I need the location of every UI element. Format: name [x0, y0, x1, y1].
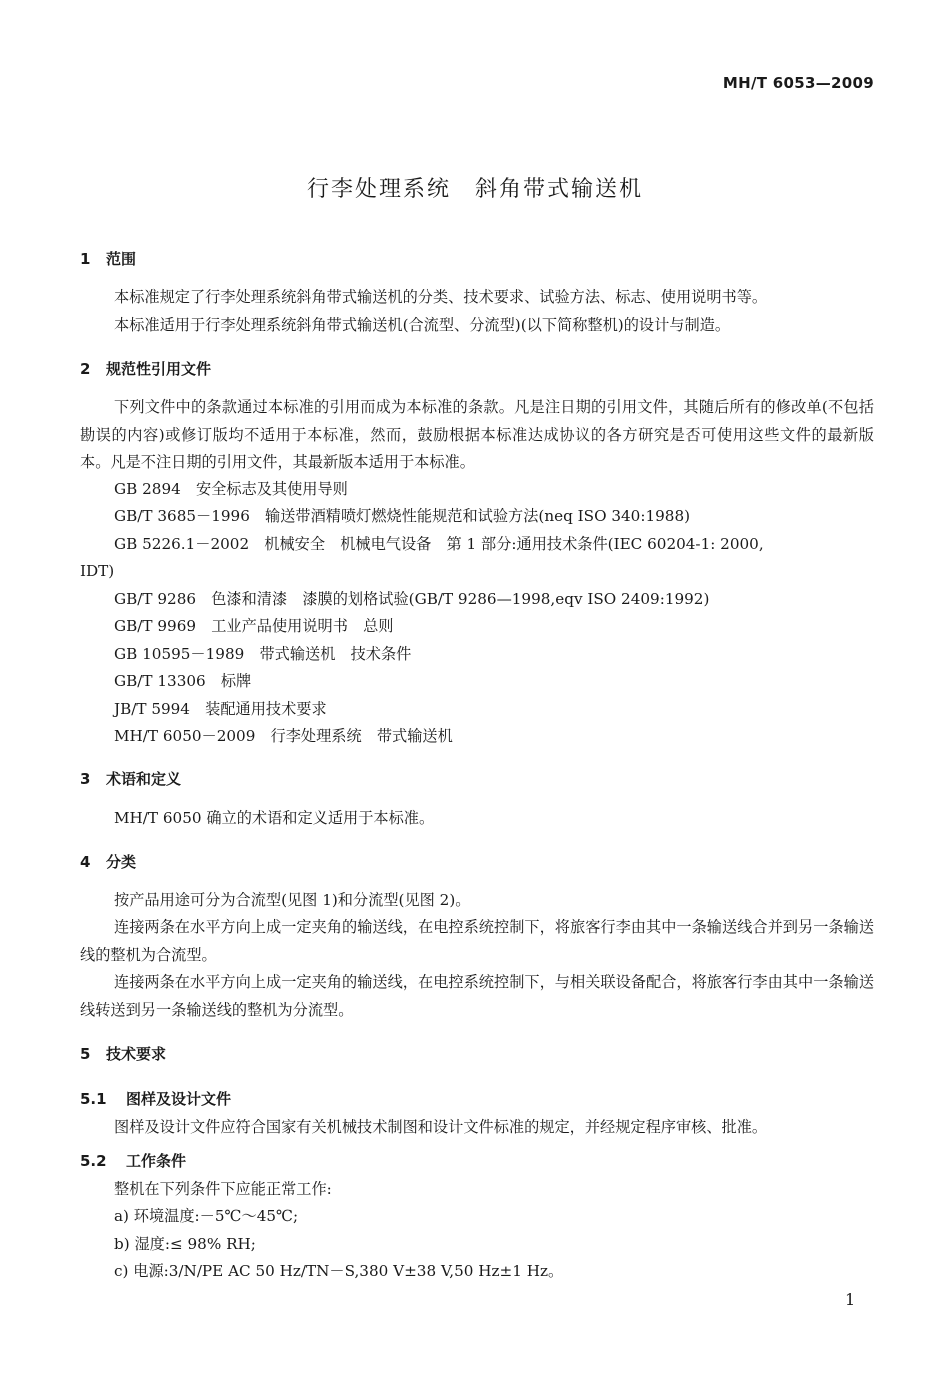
section-title: 范围 — [106, 250, 137, 268]
page-number: 1 — [845, 1290, 856, 1309]
paragraph: 连接两条在水平方向上成一定夹角的输送线，在电控系统控制下，将旅客行李由其中一条输送线合并到另一条输送线的整机为合流型。 — [80, 918, 874, 964]
paragraph: MH/T 6050 确立的术语和定义适用于本标准。 — [114, 809, 435, 827]
section-title: 规范性引用文件 — [106, 360, 212, 378]
list-item: a) 环境温度:－5℃～45℃; — [114, 1207, 299, 1225]
section-3-heading — [80, 768, 181, 789]
reference-item: MH/T 6050－2009 行李处理系统 带式输送机 — [114, 727, 453, 745]
section-number: 2 — [80, 360, 91, 378]
reference-item: JB/T 5994 装配通用技术要求 — [114, 700, 327, 718]
section-number: 4 — [80, 853, 91, 871]
subsection-5-2-heading — [80, 1150, 186, 1171]
reference-item: GB/T 3685－1996 输送带酒精喷灯燃烧性能规范和试验方法(neq ISO 340:1988) — [114, 507, 691, 525]
paragraph: 图样及设计文件应符合国家有关机械技术制图和设计文件标准的规定，并经规定程序审核、批准。 — [114, 1118, 768, 1136]
section-title: 技术要求 — [106, 1045, 167, 1063]
section-number: 3 — [80, 770, 91, 788]
section-4-heading — [80, 851, 136, 872]
section-number: 5 — [80, 1045, 91, 1063]
reference-item: GB 10595－1989 带式输送机 技术条件 — [114, 645, 412, 663]
list-item: c) 电源:3/N/PE AC 50 Hz/TN－S,380 V±38 V,50 Hz±1 Hz。 — [114, 1262, 564, 1280]
paragraph: 本标准规定了行李处理系统斜角带式输送机的分类、技术要求、试验方法、标志、使用说明书等。 — [114, 288, 768, 306]
section-1-heading — [80, 248, 136, 269]
list-item: b) 湿度:≤ 98% RH; — [114, 1235, 256, 1253]
reference-item: GB/T 9969 工业产品使用说明书 总则 — [114, 617, 394, 635]
paragraph: 整机在下列条件下应能正常工作: — [114, 1180, 332, 1198]
subsection-number: 5.1 — [80, 1090, 107, 1108]
reference-item: GB/T 9286 色漆和清漆 漆膜的划格试验(GB/T 9286—1998,eqv ISO 2409:1992) — [114, 590, 710, 608]
reference-item: GB 2894 安全标志及其使用导则 — [114, 480, 348, 498]
paragraph: 下列文件中的条款通过本标准的引用而成为本标准的条款。凡是注日期的引用文件，其随后所有的修改单(不包括勘误的内容)或修订版均不适用于本标准，然而，鼓励根据本标准达成协议的各方研究是否可使用这些文件的最新版本。凡是不注日期的引用文件，其最新版本适用于本标准。 — [80, 398, 874, 471]
section-title: 术语和定义 — [106, 770, 182, 788]
subsection-5-1-heading — [80, 1088, 231, 1109]
document-title: 行李处理系统 斜角带式输送机 — [306, 177, 643, 202]
reference-item: GB/T 13306 标牌 — [114, 672, 252, 690]
subsection-title: 图样及设计文件 — [126, 1090, 232, 1108]
paragraph: 连接两条在水平方向上成一定夹角的输送线，在电控系统控制下，与相关联设备配合，将旅客行李由其中一条输送线转送到另一条输送线的整机为分流型。 — [80, 973, 874, 1019]
paragraph: 按产品用途可分为合流型(见图 1)和分流型(见图 2)。 — [114, 891, 471, 909]
paragraph: 本标准适用于行李处理系统斜角带式输送机(合流型、分流型)(以下简称整机)的设计与制造。 — [114, 316, 731, 334]
subsection-number: 5.2 — [80, 1152, 107, 1170]
section-number: 1 — [80, 250, 91, 268]
standard-number: MH/T 6053—2009 — [722, 74, 874, 92]
reference-item: GB 5226.1－2002 机械安全 机械电气设备 第 1 部分:通用技术条件(IEC 60204-1: 2000, — [114, 535, 764, 553]
section-2-heading — [80, 358, 211, 379]
subsection-title: 工作条件 — [126, 1152, 187, 1170]
reference-item-continued: IDT) — [80, 562, 115, 580]
section-5-heading — [80, 1043, 166, 1064]
section-title: 分类 — [106, 853, 137, 871]
